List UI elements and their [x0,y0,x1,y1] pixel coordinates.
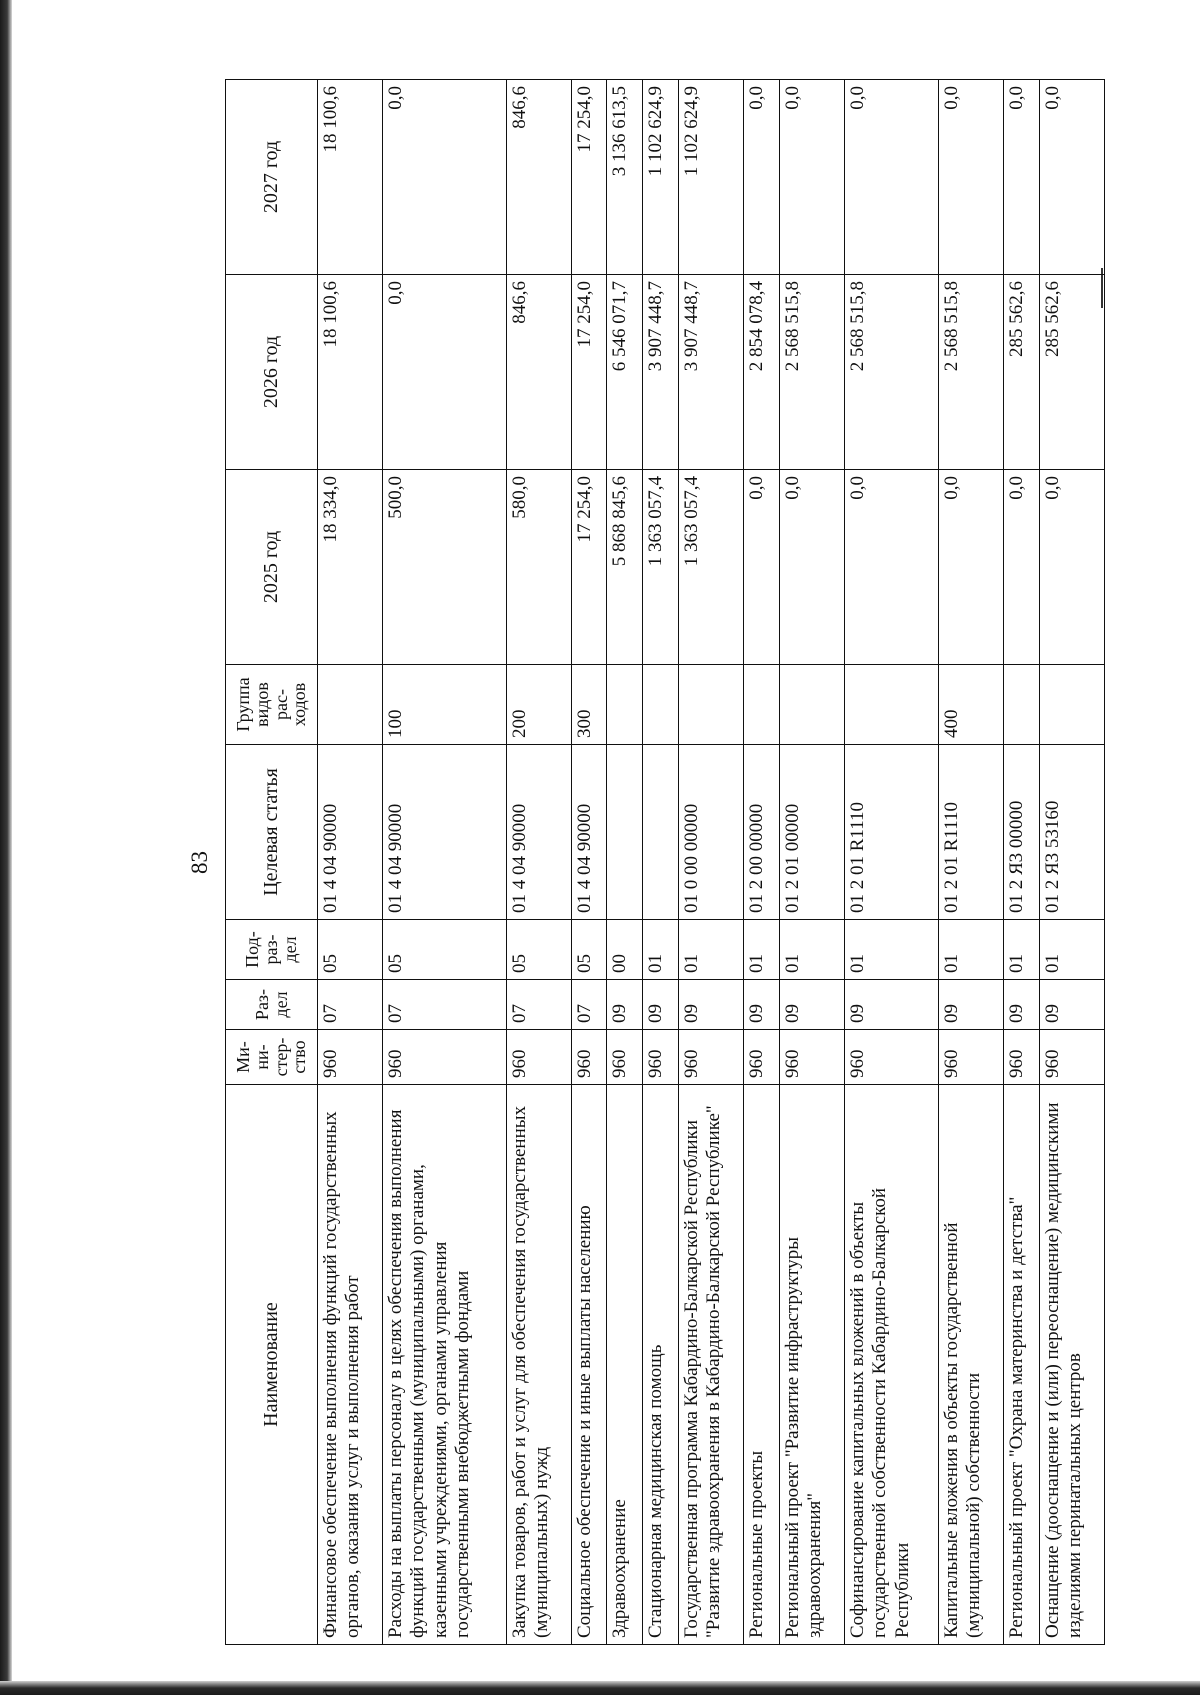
cell-2025: 1 363 057,4 [678,470,743,665]
cell-target [643,745,679,920]
cell-name: Региональный проект "Развитие инфраструктуры здравоохранения" [779,1085,844,1645]
table-row [678,80,743,1645]
cell-target: 01 2 01 R1110 [844,745,938,920]
table-row [607,80,643,1645]
table-body [318,80,1105,1645]
cell-ministry: 960 [1004,1030,1040,1085]
cell-target: 01 2 01 R1110 [939,745,1004,920]
cell-2025: 0,0 [939,470,1004,665]
cell-podrazdel: 05 [383,920,507,980]
page-number: 83 [187,851,212,874]
cell-2025: 1 363 057,4 [643,470,679,665]
cell-2026: 285 562,6 [1039,275,1104,470]
cell-razdel: 09 [678,980,743,1030]
table-row [506,80,571,1645]
cell-razdel: 09 [643,980,679,1030]
cell-ministry: 960 [607,1030,643,1085]
cell-podrazdel: 05 [571,920,607,980]
cell-2027: 1 102 624,9 [643,80,679,275]
cell-2027: 1 102 624,9 [678,80,743,275]
cell-target [607,745,643,920]
cell-name: Закупка товаров, работ и услуг для обеспечения государственных (муниципальных) нужд [506,1085,571,1645]
table-row [571,80,607,1645]
cell-razdel: 07 [383,980,507,1030]
table-row [939,80,1004,1645]
cell-podrazdel: 01 [678,920,743,980]
cell-target: 01 2 Я3 53160 [1039,745,1104,920]
cell-target: 01 4 04 90000 [318,745,383,920]
cell-2027: 0,0 [939,80,1004,275]
cell-ministry: 960 [678,1030,743,1085]
cell-2025: 0,0 [743,470,779,665]
cell-2027: 0,0 [383,80,507,275]
cell-ministry: 960 [939,1030,1004,1085]
cell-name: Капитальные вложения в объекты государственной (муниципальной) собственности [939,1085,1004,1645]
table-row [1004,80,1040,1645]
cell-razdel: 09 [939,980,1004,1030]
cell-2026: 2 568 515,8 [939,275,1004,470]
table-header-row [226,80,318,1645]
cell-2026: 285 562,6 [1004,275,1040,470]
cell-razdel: 09 [1004,980,1040,1030]
cell-podrazdel: 00 [607,920,643,980]
cell-razdel: 07 [318,980,383,1030]
header-name: Наименование [226,1085,318,1645]
scan-edge-bottom [0,1681,1200,1695]
cell-target: 01 2 00 00000 [743,745,779,920]
cell-name: Софинансирование капитальных вложений в объекты государственной собственности Кабардино-Балкарской Республики [844,1085,938,1645]
cell-2025: 500,0 [383,470,507,665]
cell-podrazdel: 01 [1004,920,1040,980]
cell-ministry: 960 [743,1030,779,1085]
cell-name: Расходы на выплаты персоналу в целях обеспечения выполнения функций государственными (муниципальными) органами, казенными учреждениями, органами управления государственными внебюджетными фондами [383,1085,507,1645]
table-row [844,80,938,1645]
cell-group [318,665,383,745]
cell-ministry: 960 [506,1030,571,1085]
cell-ministry: 960 [844,1030,938,1085]
cell-group [743,665,779,745]
cell-podrazdel: 05 [318,920,383,980]
cell-2025: 0,0 [779,470,844,665]
cell-2027: 0,0 [1039,80,1104,275]
table-row [779,80,844,1645]
cell-group [1004,665,1040,745]
cell-podrazdel: 01 [643,920,679,980]
cell-2026: 846,6 [506,275,571,470]
header-target: Целевая статья [226,745,318,920]
table-row [1039,80,1104,1645]
cell-2025: 0,0 [1004,470,1040,665]
scan-edge-left [0,0,12,1695]
header-podrazdel: Под- раз- дел [226,920,318,980]
cell-target: 01 4 04 90000 [571,745,607,920]
cell-2026: 6 546 071,7 [607,275,643,470]
cell-group [678,665,743,745]
header-2025: 2025 год [226,470,318,665]
cell-razdel: 09 [743,980,779,1030]
header-2027: 2027 год [226,80,318,275]
cell-name: Региональные проекты [743,1085,779,1645]
cell-name: Здравоохранение [607,1085,643,1645]
cell-target: 01 2 01 00000 [779,745,844,920]
cell-group: 300 [571,665,607,745]
header-group: Группа видов рас- ходов [226,665,318,745]
cell-group: 100 [383,665,507,745]
cell-name: Стационарная медицинская помощь [643,1085,679,1645]
cell-razdel: 07 [506,980,571,1030]
budget-table [225,79,1105,1645]
cell-group [844,665,938,745]
cell-target: 01 0 00 00000 [678,745,743,920]
cell-podrazdel: 01 [939,920,1004,980]
cell-name: Социальное обеспечение и иные выплаты населению [571,1085,607,1645]
cell-group [779,665,844,745]
cell-razdel: 09 [1039,980,1104,1030]
table-row [383,80,507,1645]
cell-group: 200 [506,665,571,745]
cell-target: 01 4 04 90000 [383,745,507,920]
cell-ministry: 960 [643,1030,679,1085]
cell-2026: 2 568 515,8 [844,275,938,470]
cell-target: 01 2 Я3 00000 [1004,745,1040,920]
cell-2027: 3 136 613,5 [607,80,643,275]
cell-name: Региональный проект "Охрана материнства и детства" [1004,1085,1040,1645]
cell-ministry: 960 [779,1030,844,1085]
cell-2027: 0,0 [844,80,938,275]
cell-podrazdel: 01 [1039,920,1104,980]
cell-ministry: 960 [571,1030,607,1085]
table-row [318,80,383,1645]
cell-2025: 18 334,0 [318,470,383,665]
table-row [643,80,679,1645]
cell-2026: 2 854 078,4 [743,275,779,470]
cell-2026: 17 254,0 [571,275,607,470]
cell-group [643,665,679,745]
cell-group [607,665,643,745]
cell-2025: 5 868 845,6 [607,470,643,665]
cell-2027: 18 100,6 [318,80,383,275]
cell-2025: 17 254,0 [571,470,607,665]
cell-name: Оснащение (дооснащение и (или) переоснащение) медицинскими изделиями перинатальных центров [1039,1085,1104,1645]
cell-group [1039,665,1104,745]
cell-2026: 3 907 448,7 [678,275,743,470]
header-razdel: Раз- дел [226,980,318,1030]
cell-2026: 0,0 [383,275,507,470]
cell-podrazdel: 01 [743,920,779,980]
cell-2025: 580,0 [506,470,571,665]
cell-2026: 2 568 515,8 [779,275,844,470]
cell-podrazdel: 05 [506,920,571,980]
cell-ministry: 960 [1039,1030,1104,1085]
cell-name: Государственная программа Кабардино-Балкарской Республики "Развитие здравоохранения в Кабардино-Балкарской Республике" [678,1085,743,1645]
cell-ministry: 960 [318,1030,383,1085]
cell-2027: 0,0 [779,80,844,275]
cell-razdel: 09 [607,980,643,1030]
cell-2027: 0,0 [743,80,779,275]
rotated-page [145,80,1105,1645]
cell-name: Финансовое обеспечение выполнения функций государственных органов, оказания услуг и выполнения работ [318,1085,383,1645]
cell-2025: 0,0 [1039,470,1104,665]
header-2026: 2026 год [226,275,318,470]
cell-2026: 3 907 448,7 [643,275,679,470]
cell-2025: 0,0 [844,470,938,665]
cell-ministry: 960 [383,1030,507,1085]
cell-group: 400 [939,665,1004,745]
header-ministry: Ми- ни- стер- ство [226,1030,318,1085]
cell-target: 01 4 04 90000 [506,745,571,920]
table-row [743,80,779,1645]
cell-razdel: 09 [779,980,844,1030]
cell-razdel: 07 [571,980,607,1030]
cell-2026: 18 100,6 [318,275,383,470]
cell-podrazdel: 01 [844,920,938,980]
cell-razdel: 09 [844,980,938,1030]
cell-2027: 846,6 [506,80,571,275]
cell-2027: 17 254,0 [571,80,607,275]
cell-podrazdel: 01 [779,920,844,980]
cell-2027: 0,0 [1004,80,1040,275]
